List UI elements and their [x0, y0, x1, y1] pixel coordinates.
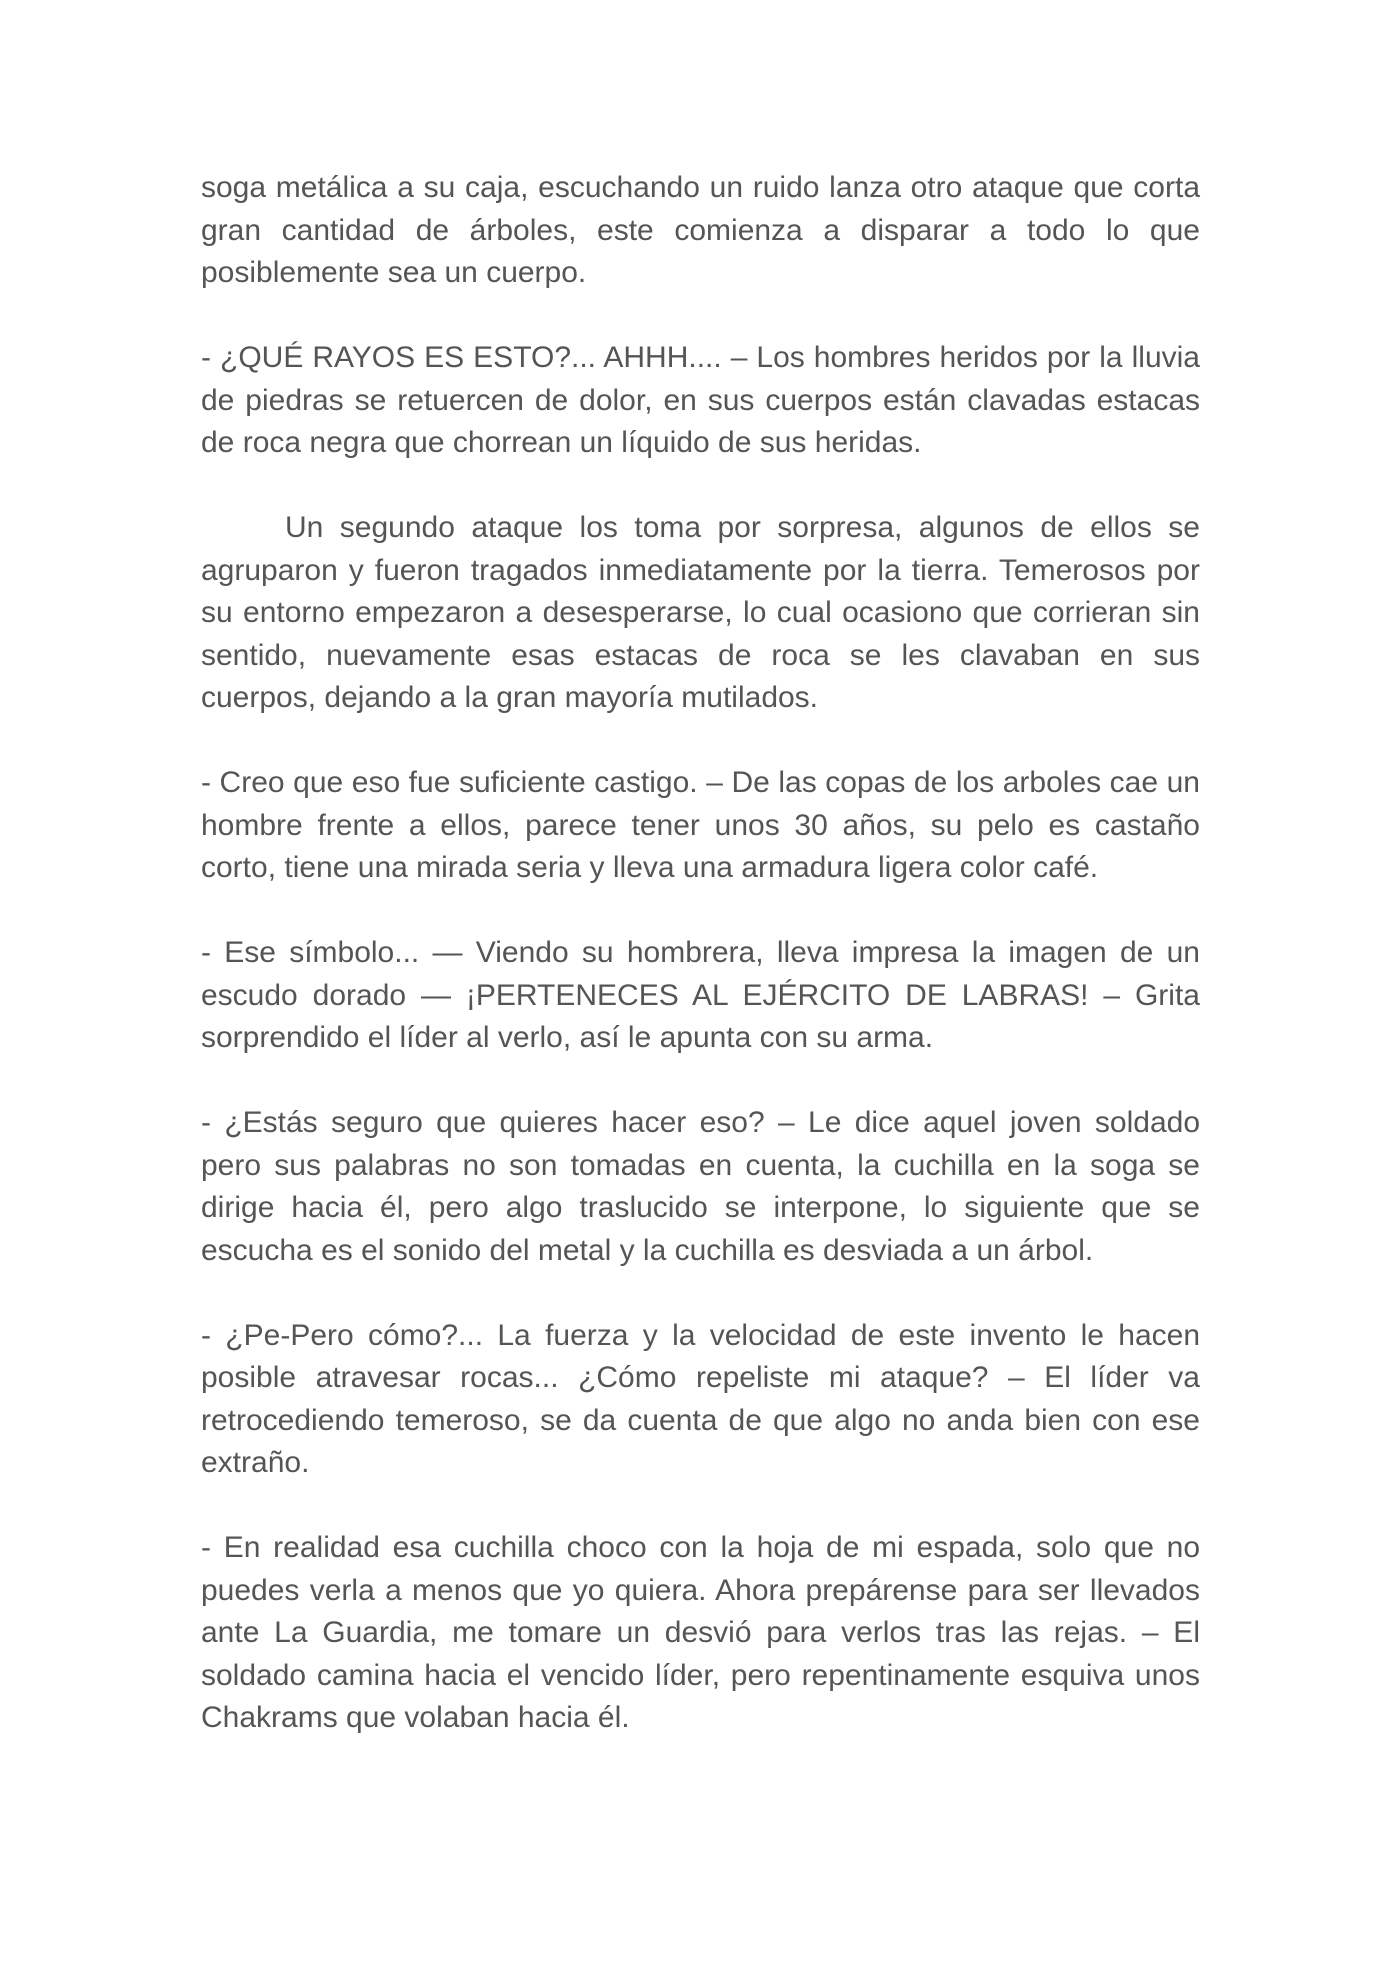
paragraph-2: - ¿QUÉ RAYOS ES ESTO?... AHHH.... – Los hombres heridos por la lluvia de piedras se retuercen de dolor, en sus cuerpos están clavadas estacas de roca negra que chorrean un líquido de sus heridas. [201, 341, 1200, 459]
paragraph-7: - ¿Pe-Pero cómo?... La fuerza y la velocidad de este invento le hacen posible atravesar rocas... ¿Cómo repeliste mi ataque? – El líder va retrocediendo temeroso, se da cuenta de que algo no anda bien con ese extraño. [201, 1318, 1200, 1479]
paragraph-4: - Creo que eso fue suficiente castigo. – De las copas de los arboles cae un hombre frente a ellos, parece tener unos 30 años, su pelo es castaño corto, tiene una mirada seria y lleva una armadura ligera color café. [201, 766, 1200, 884]
paragraph-1: soga metálica a su caja, escuchando un ruido lanza otro ataque que corta gran cantidad de árboles, este comienza a disparar a todo lo que posiblemente sea un cuerpo. [201, 171, 1200, 289]
paragraph-6: - ¿Estás seguro que quieres hacer eso? – Le dice aquel joven soldado pero sus palabras no son tomadas en cuenta, la cuchilla en la soga se dirige hacia él, pero algo traslucido se interpone, lo siguiente que se escucha es el sonido del metal y la cuchilla es desviada a un árbol. [201, 1106, 1200, 1267]
paragraph-5: - Ese símbolo... — Viendo su hombrera, lleva impresa la imagen de un escudo dorado — ¡PERTENECES AL EJÉRCITO DE LABRAS! – Grita sorprendido el líder al verlo, así le apunta con su arma. [201, 936, 1200, 1054]
document-body [201, 167, 1200, 1782]
paragraph-8: - En realidad esa cuchilla choco con la hoja de mi espada, solo que no puedes verla a menos que yo quiera. Ahora prepárense para ser llevados ante La Guardia, me tomare un desvió para verlos tras las rejas. – El soldado camina hacia el vencido líder, pero repentinamente esquiva unos Chakrams que volaban hacia él. [201, 1531, 1200, 1734]
paragraph-3: Un segundo ataque los toma por sorpresa, algunos de ellos se agruparon y fueron tragados inmediatamente por la tierra. Temerosos por su entorno empezaron a desesperarse, lo cual ocasiono que corrieran sin sentido, nuevamente esas estacas de roca se les clavaban en sus cuerpos, dejando a la gran mayoría mutilados. [201, 511, 1200, 714]
